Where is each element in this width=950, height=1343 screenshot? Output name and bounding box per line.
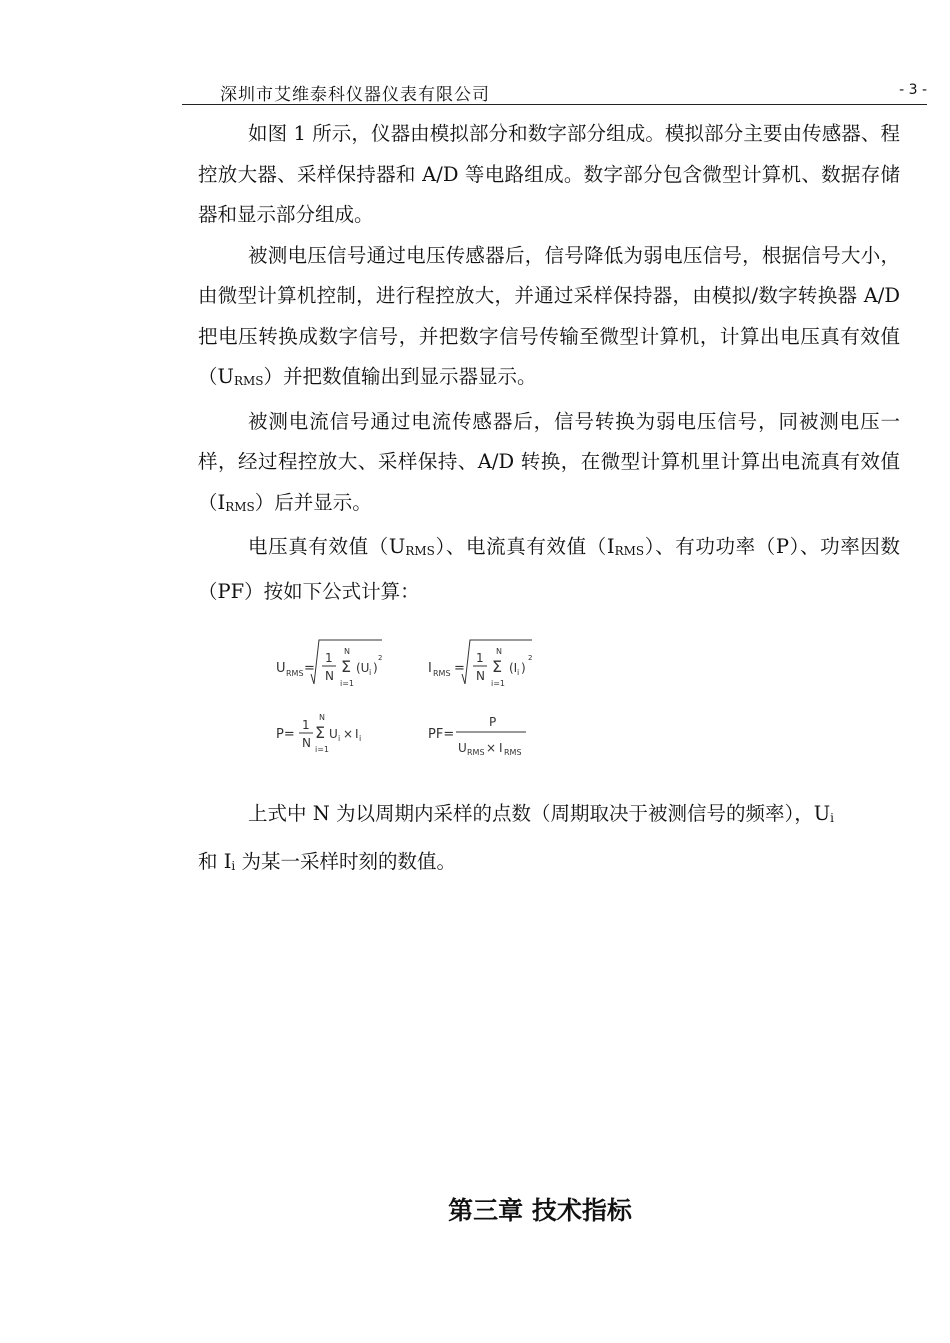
urms-formula	[276, 640, 382, 688]
p-formula	[276, 713, 361, 754]
svg-text:×: ×	[343, 727, 354, 741]
paragraph-2-text-a: 被测电压信号通过电压传感器后，信号降低为弱电压信号，根据信号大小，由微型计算机控制，进行程控放大，并通过采样保持器，由模拟/数字转换器 A/D 把电压转换成数字信号，并把数字信号传输至微型计算机，计算出电压真有效值（U	[198, 243, 900, 388]
svg-text:N: N	[344, 647, 350, 656]
svg-text:Σ: Σ	[341, 657, 352, 676]
paragraph-4	[198, 527, 900, 612]
ii-subscript: i	[231, 859, 236, 873]
paragraph-1-text: 如图 1 所示，仪器由模拟部分和数字部分组成。模拟部分主要由传感器、程控放大器、采样保持器和 A/D 等电路组成。数字部分包含微型计算机、数据存储器和显示部分组成。	[198, 122, 900, 226]
paragraph-4-text-c: ）、有功功率（P）、功率因数（PF）按如下公式计算：	[198, 535, 901, 603]
note-paragraph	[198, 792, 900, 888]
svg-text:i: i	[338, 734, 341, 743]
urms-subscript: RMS	[405, 544, 435, 558]
irms-subscript: RMS	[225, 499, 255, 514]
svg-text:i=1: i=1	[315, 745, 330, 754]
svg-text:RMS: RMS	[504, 748, 522, 757]
ui-subscript: i	[830, 811, 834, 825]
page-header	[182, 78, 927, 105]
chapter-title: 第三章 技术指标	[448, 1196, 632, 1225]
paragraph-2	[198, 236, 900, 402]
svg-text:i: i	[359, 734, 362, 743]
svg-text:N: N	[302, 736, 311, 750]
svg-text:=: =	[454, 661, 465, 676]
svg-text:2: 2	[528, 654, 533, 662]
svg-text:RMS: RMS	[433, 669, 451, 678]
svg-text:1: 1	[476, 651, 484, 665]
svg-text:U: U	[329, 727, 338, 741]
svg-text:RMS: RMS	[286, 669, 304, 678]
note-text-a: 上式中 N 为以周期内采样的点数（周期取决于被测信号的频率），U	[248, 802, 831, 825]
page-number: - 3 -	[899, 82, 927, 98]
svg-text:×: ×	[486, 741, 497, 755]
formula-note	[198, 792, 900, 888]
svg-text:1: 1	[302, 718, 310, 732]
paragraph-4-text-a: 电压真有效值（U	[248, 535, 406, 558]
paragraph-3-text-b: ）后并显示。	[254, 490, 372, 514]
svg-text:): )	[521, 661, 526, 675]
svg-text:(I: (I	[509, 661, 518, 675]
svg-text:i=1: i=1	[491, 679, 506, 688]
svg-text:RMS: RMS	[467, 748, 485, 757]
paragraph-3	[198, 402, 900, 528]
svg-text:N: N	[319, 713, 325, 722]
company-name: 深圳市艾维泰科仪器仪表有限公司	[220, 85, 490, 105]
svg-text:P=: P=	[276, 727, 295, 742]
irms-subscript: RMS	[614, 544, 645, 558]
paragraph-4-text-b: ）、电流真有效值（I	[434, 535, 615, 558]
svg-text:P: P	[489, 715, 497, 729]
svg-text:PF=: PF=	[428, 727, 455, 742]
svg-text:N: N	[496, 647, 502, 656]
svg-text:1: 1	[325, 651, 333, 665]
svg-text:): )	[373, 661, 378, 675]
paragraph-3-text-a: 被测电流信号通过电流传感器后，信号转换为弱电压信号，同被测电压一样，经过程控放大、采样保持、A/D 转换，在微型计算机里计算出电流真有效值（I	[198, 409, 900, 514]
note-text-c: 为某一采样时刻的数值。	[235, 850, 456, 873]
svg-text:i: i	[517, 668, 520, 677]
svg-text:=: =	[304, 661, 315, 676]
formula-graphic	[270, 632, 570, 762]
svg-text:N: N	[476, 669, 485, 683]
pf-formula	[428, 715, 526, 757]
svg-text:I: I	[499, 741, 503, 755]
formula-block	[270, 632, 570, 762]
svg-text:i=1: i=1	[340, 679, 355, 688]
svg-text:Σ: Σ	[492, 657, 503, 676]
paragraph-1	[198, 114, 900, 236]
irms-formula	[428, 640, 532, 688]
svg-text:N: N	[325, 669, 334, 683]
svg-text:(U: (U	[356, 661, 370, 675]
urms-subscript: RMS	[233, 374, 264, 388]
svg-text:i: i	[369, 668, 372, 677]
body-text	[198, 114, 900, 612]
svg-text:I: I	[428, 661, 432, 676]
svg-text:2: 2	[378, 654, 383, 662]
note-text-b: 和 I	[198, 850, 232, 873]
svg-text:Σ: Σ	[315, 723, 326, 742]
svg-text:U: U	[276, 661, 286, 676]
svg-text:U: U	[458, 741, 467, 755]
svg-text:I: I	[355, 727, 359, 741]
paragraph-2-text-b: ）并把数值输出到显示器显示。	[263, 365, 537, 388]
